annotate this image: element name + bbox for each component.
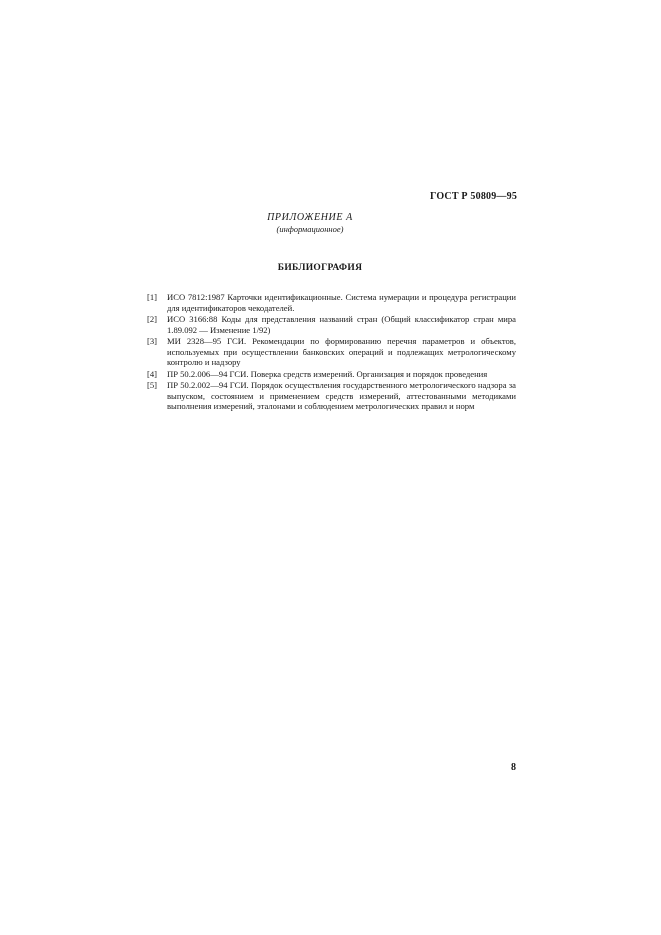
bibliography-item-number: [5] — [147, 379, 158, 390]
bibliography-item — [147, 314, 516, 335]
bibliography-item-text: ИСО 3166:88 Коды для представления названий стран (Общий классификатор стран мира 1.89.092 — Изменение 1/92) — [167, 313, 516, 335]
appendix-subtitle: (информационное) — [276, 224, 344, 234]
bibliography-item-number: [1] — [147, 292, 158, 302]
bibliography-item-number: [3] — [147, 335, 158, 346]
bibliography-item-text: ПР 50.2.006—94 ГСИ. Поверка средств измерений. Организация и порядок проведения — [167, 368, 488, 379]
page-number: 8 — [511, 762, 516, 773]
bibliography-item — [147, 369, 516, 380]
bibliography-list — [147, 292, 516, 413]
bibliography-item-text: ИСО 7812:1987 Карточки идентификационные. Система нумерации и процедура регистрации для идентификаторов чекодателей. — [167, 292, 516, 313]
bibliography-item — [147, 336, 516, 368]
bibliography-heading: БИБЛИОГРАФИЯ — [277, 263, 363, 273]
bibliography-item-number: [4] — [147, 368, 158, 379]
bibliography-item-text: МИ 2328—95 ГСИ. Рекомендации по формированию перечня параметров и объектов, используемых при осуществлении банковских операций и подлежащих метрологическому контролю и надзору — [167, 335, 516, 368]
bibliography-item-text: ПР 50.2.002—94 ГСИ. Порядок осуществления государственного метрологического надзора за выпуском, состоянием и применением средств измерений, аттестованными методиками выполнения измерений, эталонами и соблюдением метрологических правил и норм — [167, 379, 516, 412]
appendix-title: ПРИЛОЖЕНИЕ А — [267, 212, 353, 223]
bibliography-item — [147, 292, 516, 313]
bibliography-item-number: [2] — [147, 313, 158, 324]
bibliography-item — [147, 380, 516, 412]
document-code: ГОСТ Р 50809—95 — [430, 191, 518, 202]
appendix-header — [230, 212, 390, 234]
